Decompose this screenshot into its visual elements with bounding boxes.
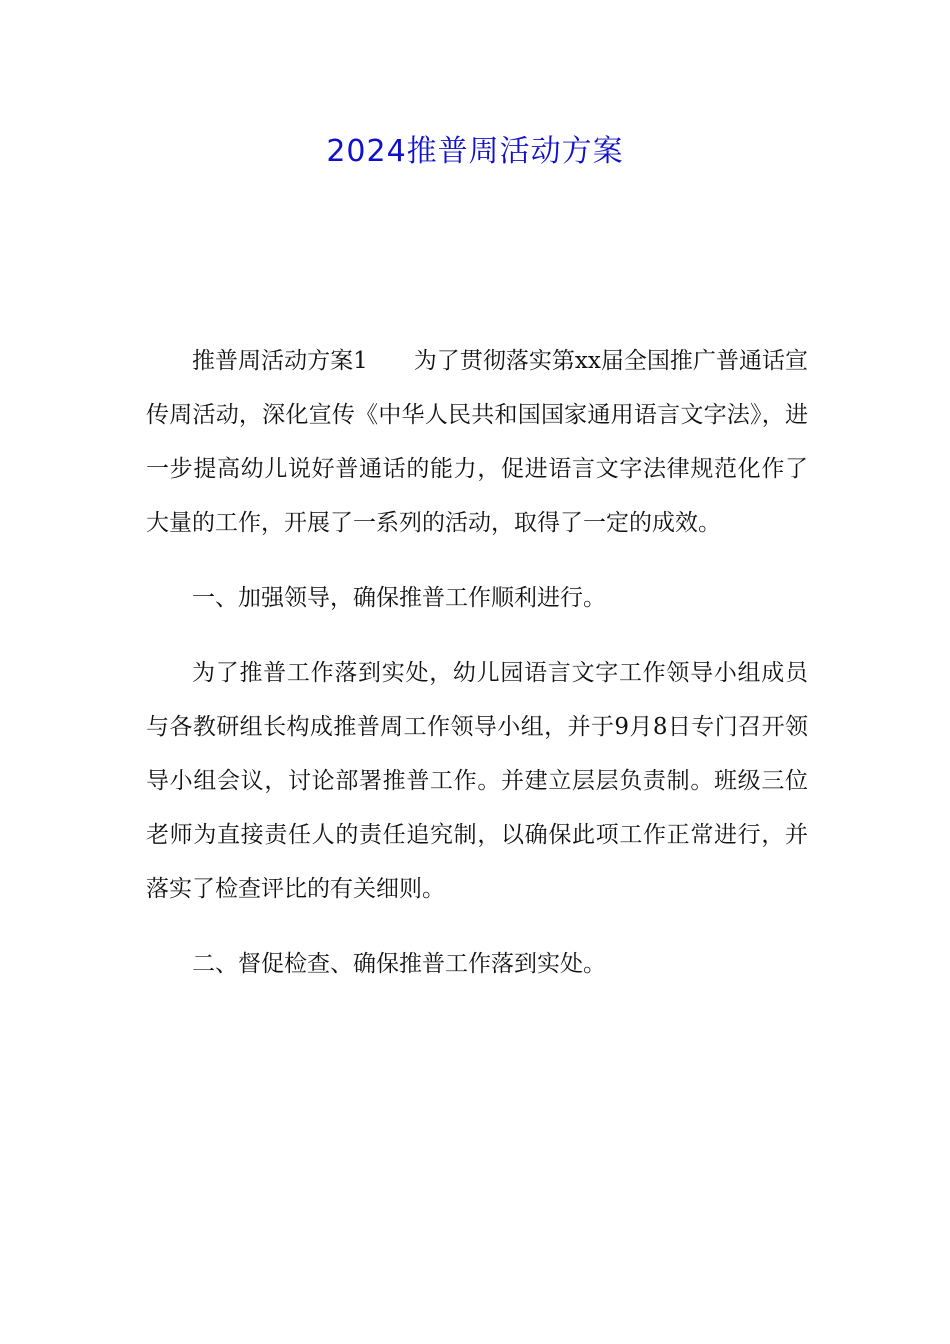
paragraph-heading-1: 一、加强领导，确保推普工作顺利进行。 <box>192 585 606 611</box>
paragraph-heading-2: 二、督促检查、确保推普工作落到实处。 <box>192 951 606 977</box>
paragraph-intro: 推普周活动方案1 为了贯彻落实第xx届全国推广普通话宣传周活动，深化宣传《中华人民共和国国家通用语言文字法》，进一步提高幼儿说好普通话的能力，促进语言文字法律规范化作了大量的工作，开展了一系列的活动，取得了一定的成效。 <box>146 348 808 536</box>
paragraph-leadership: 为了推普工作落到实处，幼儿园语言文字工作领导小组成员与各教研组长构成推普周工作领导小组，并于9月8日专门召开领导小组会议，讨论部署推普工作。并建立层层负责制。班级三位老师为直接责任人的责任追究制，以确保此项工作正常进行，并落实了检查评比的有关细则。 <box>146 660 808 902</box>
page-title: 2024推普周活动方案 <box>326 134 624 169</box>
document-body <box>146 334 808 991</box>
